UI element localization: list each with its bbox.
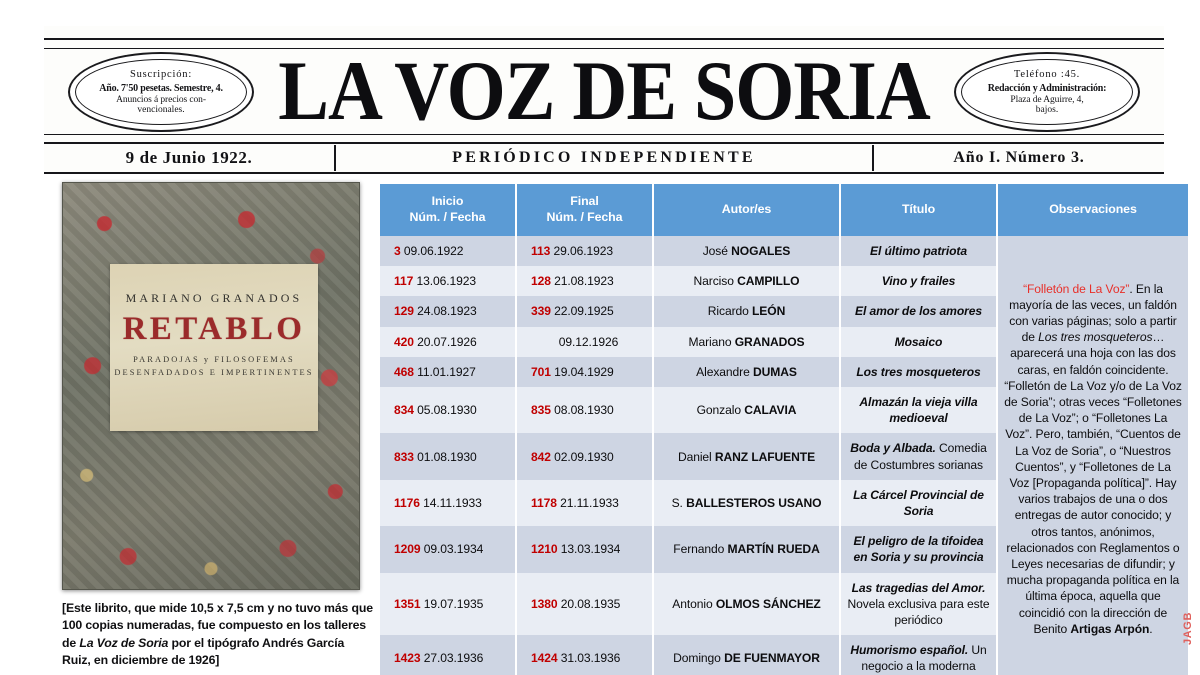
inicio-number: 420: [394, 334, 414, 349]
obs-seg-4: … aparecerá una hoja con las dos caras, en faldón coincidente. “Folletón de La Voz y/o de La Voz de Soria”; otras veces “Folletones de La Voz”; o “Folletones La Voz”. Pero, también, “Cuentos de La Voz de Soria”, o “Nuestros Cuentos”, y “Folletones de La Voz [Propaganda política]”. Hay varios trabajos de una o dos entregas de autor conocido; y otros tantos, anónimos, relacionados con Reglamentos o Leyes necesarias de difundir; y mucha propaganda política en la última época, aquella que coincidió con la dirección de Benito: [1004, 330, 1182, 636]
cell-titulo: [841, 433, 996, 479]
cell-final: [517, 433, 652, 479]
cell-autor: [654, 296, 839, 326]
subscription-label: Suscripción:: [129, 69, 193, 80]
inicio-number: 833: [394, 449, 414, 464]
title-main: Vino y frailes: [881, 274, 956, 289]
subscription-price: Año. 7'50 pesetas. Semestre, 4.: [99, 83, 223, 94]
book-subtitle-line-2: DESENFADADOS E IMPERTINENTES: [114, 367, 314, 377]
inicio-date: 24.08.1923: [417, 304, 477, 319]
cell-titulo: [841, 296, 996, 326]
cell-titulo: [841, 357, 996, 387]
masthead-rule-title-bottom: [44, 134, 1164, 135]
cell-inicio: [380, 480, 515, 526]
ads-line-2: vencionales.: [137, 105, 185, 115]
final-number: 1210: [531, 542, 558, 557]
obs-seg-6: .: [1149, 621, 1153, 636]
cell-autor: [654, 480, 839, 526]
address-line-2: bajos.: [1035, 105, 1059, 115]
book-caption-part-1: [Este librito, que mide 10,5 x 7,5 cm y no tuvo más que 100 copias numeradas, fue compuesto en los talleres de: [62, 601, 373, 650]
issue-date: 9 de Junio 1922.: [125, 148, 253, 167]
author-surname: CAMPILLO: [737, 274, 800, 289]
col-header-autores-l1: Autor/es: [721, 201, 772, 216]
title-main: Mosaico: [894, 334, 943, 349]
inicio-date: 13.06.1923: [416, 274, 477, 289]
inicio-number: 3: [394, 244, 401, 258]
newspaper-tagline: PERIÓDICO INDEPENDIENTE: [452, 149, 756, 166]
inicio-number: 468: [394, 364, 414, 379]
cell-titulo: [841, 526, 996, 572]
final-date: 29.06.1923: [553, 244, 614, 258]
contact-box: [954, 52, 1140, 132]
newspaper-masthead: [44, 26, 1164, 174]
book-caption-part-2: por el tipógrafo Andrés García Ruiz, en diciembre de 1926]: [62, 635, 345, 668]
col-header-final-l2: Núm. / Fecha: [546, 210, 623, 224]
title-main: Boda y Albada.: [850, 441, 936, 456]
inicio-number: 1176: [394, 495, 420, 510]
cell-autor: [654, 635, 839, 675]
author-surname: LEÓN: [752, 304, 786, 319]
final-date: 21.08.1923: [554, 274, 614, 289]
cell-final: [517, 635, 652, 675]
author-surname: CALAVIA: [744, 403, 797, 418]
final-number: 1178: [531, 495, 557, 510]
final-date: 02.09.1930: [554, 449, 614, 464]
col-header-observaciones-l1: Observaciones: [1049, 201, 1137, 216]
cell-titulo: [841, 236, 996, 266]
author-firstname: S.: [671, 495, 687, 510]
author-surname: RANZ LAFUENTE: [714, 449, 816, 464]
cell-inicio: [380, 327, 515, 357]
title-main: El peligro de la tifoidea en Soria y su provincia: [853, 534, 984, 565]
author-firstname: Daniel: [677, 449, 715, 464]
issue-number: Año I. Número 3.: [953, 149, 1085, 166]
final-number: 842: [531, 449, 551, 464]
cell-inicio: [380, 573, 515, 636]
col-header-titulo[interactable]: [841, 184, 996, 236]
cell-autor: [654, 236, 839, 266]
book-cover-photo: [62, 182, 360, 590]
obs-seg-5: Artigas Arpón: [1070, 621, 1150, 636]
title-subtitle: Comedia de Costumbres sorianas: [854, 441, 987, 472]
cell-final: [517, 236, 652, 266]
cell-autor: [654, 327, 839, 357]
cell-inicio: [380, 266, 515, 296]
author-firstname: Narciso: [693, 274, 738, 289]
book-title-line: RETABLO: [122, 310, 306, 347]
col-header-inicio-l2: Núm. / Fecha: [409, 210, 486, 224]
inicio-date: 01.08.1930: [417, 449, 477, 464]
col-header-inicio-l1: Inicio: [431, 193, 464, 208]
table-body: [380, 236, 1188, 675]
newspaper-title: LA VOZ DE SORIA: [278, 43, 930, 138]
inicio-date: 09.06.1922: [403, 244, 464, 258]
inicio-number: 1209: [394, 542, 421, 557]
inicio-date: 09.03.1934: [423, 542, 484, 557]
final-date: 19.04.1929: [554, 364, 614, 379]
cell-observaciones: [998, 236, 1188, 675]
col-header-final[interactable]: [517, 184, 652, 236]
title-subtitle: Novela exclusiva para este periódico: [847, 596, 990, 628]
ads-line-1: Anuncios á precios con-: [116, 95, 206, 105]
inicio-number: 129: [394, 304, 414, 319]
author-signature: JAGB: [1182, 612, 1194, 645]
inicio-number: 834: [394, 403, 414, 418]
final-number: 1380: [531, 596, 558, 611]
inicio-number: 1351: [394, 596, 421, 611]
serials-catalog-table: [378, 184, 1190, 675]
final-date: 08.08.1930: [554, 403, 614, 418]
inicio-date: 19.07.1935: [423, 596, 484, 611]
title-subtitle: Un negocio a la moderna: [861, 643, 987, 674]
cell-titulo: [841, 573, 996, 636]
catalog-table-wrapper: [378, 184, 1182, 675]
cell-autor: [654, 433, 839, 479]
inicio-date: 20.07.1926: [417, 334, 477, 349]
final-number: 701: [531, 364, 551, 379]
book-caption: [62, 600, 374, 670]
cell-autor: [654, 387, 839, 433]
author-firstname: Antonio: [672, 596, 716, 611]
author-surname: DUMAS: [752, 364, 797, 379]
table-header-row: [380, 184, 1188, 236]
cell-final: [517, 266, 652, 296]
cell-final: [517, 296, 652, 326]
title-main: Los tres mosqueteros: [856, 364, 981, 379]
cell-final: [517, 327, 652, 357]
final-number: 339: [531, 304, 551, 319]
inicio-number: 1423: [394, 651, 421, 666]
book-caption-italic: La Voz de Soria: [79, 635, 169, 650]
cell-final: [517, 573, 652, 636]
author-firstname: Fernando: [673, 542, 728, 557]
final-date: 31.03.1936: [560, 651, 621, 666]
author-firstname: Ricardo: [707, 304, 753, 319]
col-header-titulo-l1: Título: [901, 201, 936, 216]
col-header-final-l1: Final: [570, 193, 599, 208]
address-line-1: Plaza de Aguirre, 4,: [1010, 95, 1084, 105]
title-main: La Cárcel Provincial de Soria: [853, 487, 984, 519]
cell-titulo: [841, 387, 996, 433]
cell-inicio: [380, 635, 515, 675]
final-date: 20.08.1935: [560, 596, 621, 611]
col-header-autores[interactable]: [654, 184, 839, 236]
book-cover-label: [110, 264, 317, 430]
final-number: 128: [531, 274, 551, 289]
cell-final: [517, 357, 652, 387]
masthead-rule-bottom: [44, 172, 1164, 174]
book-figure: [62, 182, 373, 670]
title-main: El último patriota: [870, 244, 967, 258]
cell-titulo: [841, 480, 996, 526]
title-main: Almazán la vieja villa medioeval: [859, 395, 978, 426]
inicio-date: 14.11.1933: [423, 495, 482, 510]
cell-inicio: [380, 296, 515, 326]
author-surname: GRANADOS: [734, 334, 805, 349]
inicio-date: 27.03.1936: [423, 651, 484, 666]
author-firstname: José: [702, 244, 732, 258]
author-surname: DE FUENMAYOR: [724, 651, 820, 666]
title-main: Las tragedias del Amor.: [851, 580, 986, 595]
final-date: 13.03.1934: [560, 542, 621, 557]
cell-autor: [654, 573, 839, 636]
cell-titulo: [841, 266, 996, 296]
col-header-observaciones[interactable]: [998, 184, 1188, 236]
masthead-subbar: [44, 144, 1164, 172]
table-row[interactable]: [380, 236, 1188, 266]
final-date: 22.09.1925: [554, 304, 614, 319]
inicio-number: 117: [394, 274, 414, 289]
cell-final: [517, 480, 652, 526]
cell-final: [517, 387, 652, 433]
final-number: 113: [531, 244, 551, 258]
book-author-line: MARIANO GRANADOS: [125, 290, 303, 305]
inicio-date: 05.08.1930: [417, 403, 477, 418]
subscription-box: [68, 52, 254, 132]
cell-inicio: [380, 526, 515, 572]
author-surname: BALLESTEROS USANO: [686, 495, 822, 510]
editorial-label: Redacción y Administración:: [987, 83, 1107, 94]
cell-inicio: [380, 433, 515, 479]
cell-autor: [654, 526, 839, 572]
author-firstname: Mariano: [688, 334, 735, 349]
author-surname: NOGALES: [731, 244, 791, 258]
final-date: 21.11.1933: [560, 495, 619, 510]
book-subtitle-line-1: PARADOJAS y FILOSOFEMAS: [133, 354, 295, 364]
col-header-inicio[interactable]: [380, 184, 515, 236]
obs-seg-2: . En la mayoría de las veces, un faldón con varias páginas; solo a partir de: [1009, 281, 1177, 345]
author-firstname: Alexandre: [696, 364, 753, 379]
title-main: El amor de los amores: [855, 304, 982, 319]
cell-autor: [654, 266, 839, 296]
inicio-date: 11.01.1927: [417, 364, 476, 379]
final-date: 09.12.1926: [558, 334, 619, 349]
cell-inicio: [380, 357, 515, 387]
title-main: Humorismo español.: [850, 643, 969, 658]
table-head: [380, 184, 1188, 236]
cell-titulo: [841, 327, 996, 357]
final-number: 835: [531, 403, 551, 418]
obs-seg-3: Los tres mosqueteros: [1038, 330, 1153, 345]
obs-seg-1: “Folletón de La Voz”: [1023, 281, 1130, 296]
cell-autor: [654, 357, 839, 387]
author-surname: OLMOS SÁNCHEZ: [715, 596, 821, 611]
author-firstname: Domingo: [673, 651, 725, 666]
author-firstname: Gonzalo: [696, 403, 745, 418]
final-number: 1424: [531, 651, 558, 666]
cell-titulo: [841, 635, 996, 675]
cell-inicio: [380, 236, 515, 266]
author-surname: MARTÍN RUEDA: [727, 542, 820, 557]
phone-line: Teléfono :45.: [1013, 69, 1081, 80]
cell-inicio: [380, 387, 515, 433]
cell-final: [517, 526, 652, 572]
